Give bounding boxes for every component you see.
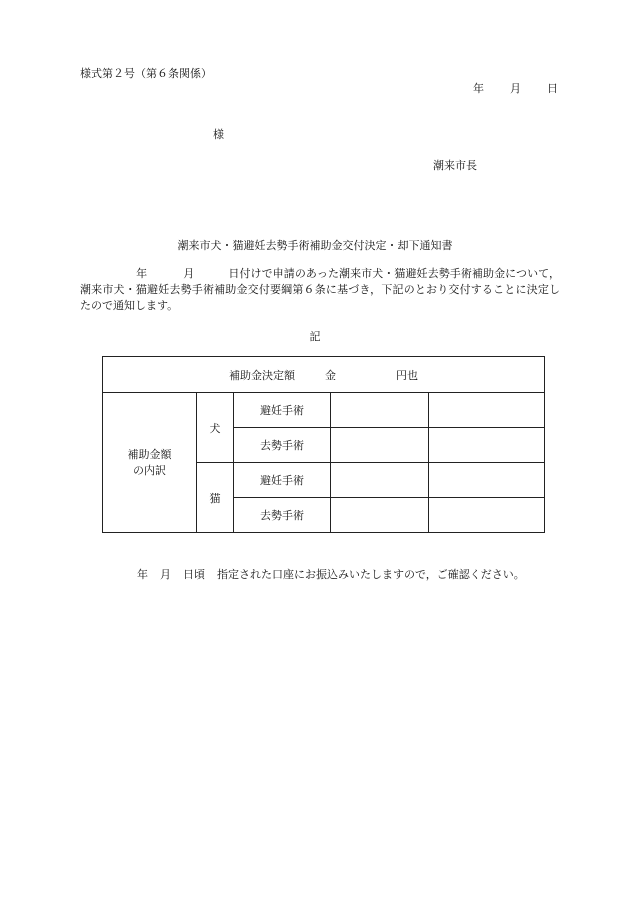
footer-month-label: 月 (160, 568, 171, 581)
yen-label: 円也 (396, 368, 418, 382)
blank-cell (331, 428, 429, 463)
table-row (103, 393, 545, 428)
ki-heading: 記 (309, 330, 321, 343)
body-month-label: 月 (183, 267, 195, 280)
date-year-label: 年 (473, 82, 484, 95)
breakdown-label-line2: の内訳 (133, 463, 166, 477)
blank-cell (429, 428, 545, 463)
surgery-type-cell: 避妊手術 (234, 393, 331, 428)
decision-amount-row (103, 357, 545, 393)
blank-cell (331, 393, 429, 428)
body-year-label: 年 (136, 267, 148, 280)
document-title: 潮来市犬・猫避妊去勢手術補助金交付決定・却下通知書 (177, 239, 453, 252)
decision-amount-label: 補助金決定額 (229, 368, 295, 382)
animal-dog-cell: 犬 (197, 393, 234, 463)
form-number: 様式第２号（第６条関係） (80, 67, 212, 80)
addressee-honorific: 様 (213, 128, 224, 141)
footer-text: 指定された口座にお振込みいたしますので，ご確認ください。 (217, 568, 525, 581)
blank-cell (429, 498, 545, 533)
kin-label: 金 (325, 368, 336, 382)
body-paragraph (80, 266, 560, 314)
footer-year-label: 年 (137, 568, 148, 581)
blank-cell (429, 393, 545, 428)
surgery-type-cell: 去勢手術 (234, 428, 331, 463)
grant-table (102, 356, 545, 533)
payment-notice (137, 566, 525, 582)
issuer-name: 潮来市長 (433, 159, 477, 172)
surgery-type-cell: 避妊手術 (234, 463, 331, 498)
surgery-type-cell: 去勢手術 (234, 498, 331, 533)
date-month-label: 月 (510, 82, 521, 95)
body-text: 日付けで申請のあった潮来市犬・猫避妊去勢手術補助金について，潮来市犬・猫避妊去勢手術補助金交付要綱第６条に基づき，下記のとおり交付することに決定したので通知します。 (80, 267, 561, 312)
decision-amount-cell (103, 357, 545, 393)
date-day-label: 日 (547, 82, 558, 95)
breakdown-label-cell (103, 393, 197, 533)
footer-day-label: 日頃 (183, 568, 205, 581)
breakdown-label-line1: 補助金額 (127, 447, 172, 461)
issue-date (473, 80, 558, 96)
blank-cell (331, 498, 429, 533)
blank-cell (331, 463, 429, 498)
blank-cell (429, 463, 545, 498)
animal-cat-cell: 猫 (197, 463, 234, 533)
